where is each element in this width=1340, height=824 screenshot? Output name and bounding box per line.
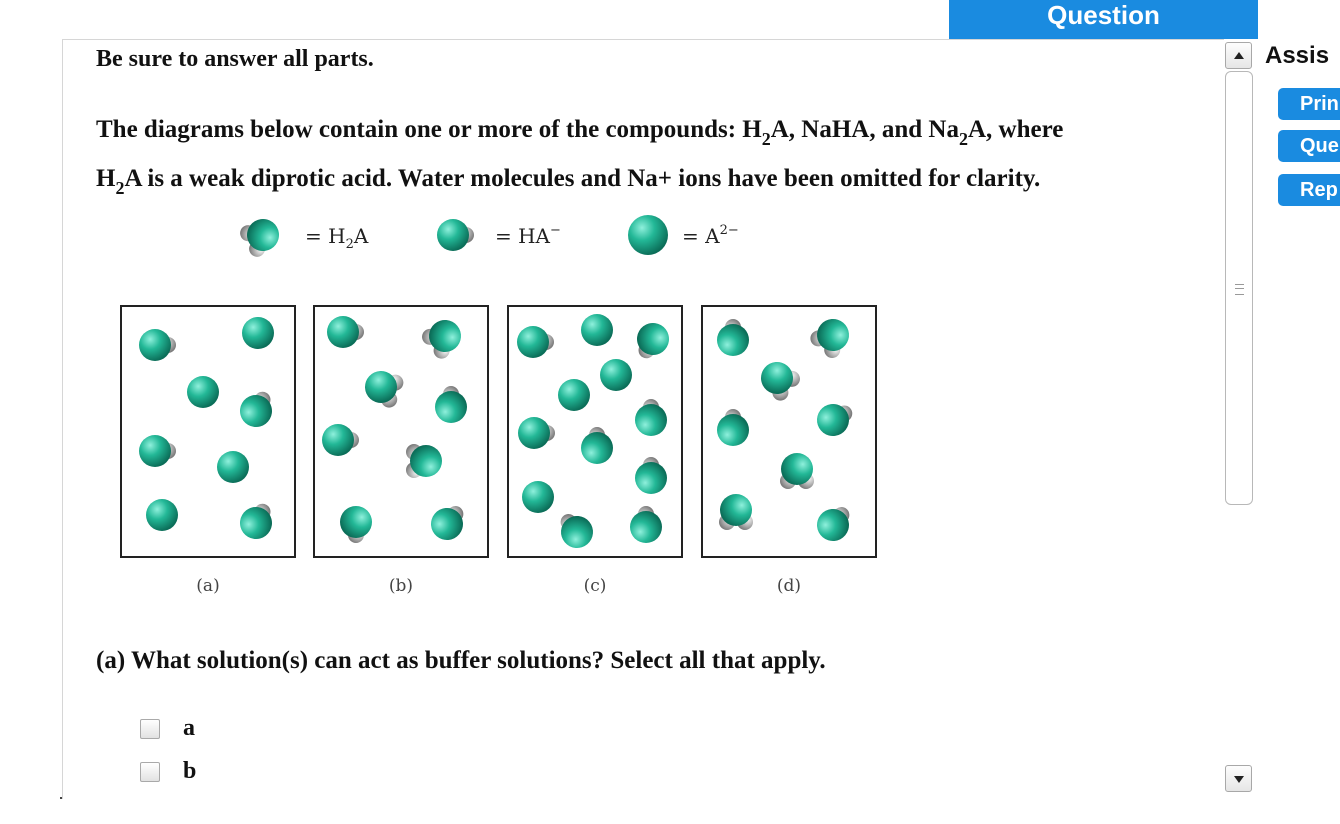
option-a[interactable]: [140, 715, 195, 742]
print-button[interactable]: Prin: [1278, 88, 1340, 120]
question-help-button[interactable]: Que: [1278, 130, 1340, 162]
report-button[interactable]: Rep: [1278, 174, 1340, 206]
box-label-b: (b): [388, 576, 414, 596]
arrow-down-icon: [1234, 776, 1244, 783]
option-b[interactable]: [140, 758, 196, 785]
figure-legend: [237, 215, 739, 260]
checkbox-b[interactable]: [140, 762, 160, 782]
question-intro-line-1: The diagrams below contain one or more of the compounds: $H_2A$, NaHA, and $Na_2A$, where: [96, 116, 1064, 149]
scrollbar-thumb[interactable]: [1225, 71, 1253, 505]
question-intro-line-2: $H_2A$ is a weak diprotic acid. Water molecules and Na+ ions have been omitted for clarity.: [96, 165, 1041, 198]
box-label-c: (c): [583, 576, 607, 596]
part-a-prompt: (a) What solution(s) can act as buffer solutions? Select all that apply.: [96, 647, 826, 674]
option-b-label: b: [183, 758, 197, 784]
buffer-diagram-figure: [100, 215, 890, 610]
svg-text:= HA−: = HA−: [495, 223, 561, 248]
scroll-up-button[interactable]: [1225, 42, 1252, 69]
svg-text:= H2A: = $H_2A$: [305, 224, 369, 252]
arrow-up-icon: [1234, 52, 1244, 59]
checkbox-a[interactable]: [140, 719, 160, 739]
scroll-down-button[interactable]: [1225, 765, 1252, 792]
instruction-text: Be sure to answer all parts.: [96, 46, 374, 72]
svg-text:= A2−: = $A^{2-}$: [682, 223, 739, 248]
assistance-title: Assis: [1265, 42, 1330, 69]
box-label-d: (d): [776, 576, 802, 596]
vertical-scrollbar[interactable]: [1224, 41, 1254, 794]
box-label-a: (a): [196, 576, 220, 596]
option-a-label: a: [183, 715, 195, 741]
question-tab[interactable]: Question: [949, 0, 1258, 39]
grip-icon: [1235, 284, 1244, 295]
divider-dot: [60, 797, 62, 799]
